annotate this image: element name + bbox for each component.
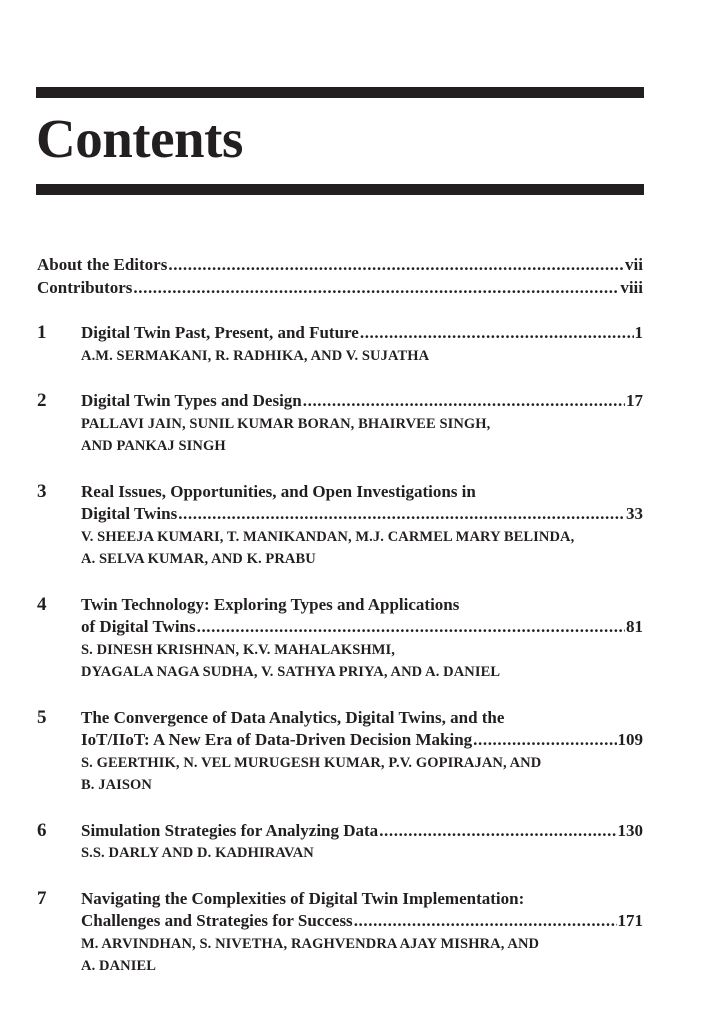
chapter-entry-7[interactable] xyxy=(37,888,643,978)
chapter-title: Real Issues, Opportunities, and Open Investigations in xyxy=(81,481,476,501)
page-number: vii xyxy=(625,255,643,274)
chapter-title-line xyxy=(81,503,643,526)
chapter-authors: A.M. SERMAKANI, R. RADHIKA, AND V. SUJATHA xyxy=(81,347,430,364)
page-number: viii xyxy=(620,277,643,297)
toc-entry-contributors[interactable] xyxy=(37,277,643,300)
chapter-entry-6[interactable] xyxy=(37,820,643,865)
dot-leader xyxy=(168,254,624,277)
page-number: 81 xyxy=(626,617,643,636)
page-number: 109 xyxy=(617,730,643,749)
chapter-title: Simulation Strategies for Analyzing Data xyxy=(81,820,379,840)
page-number: 130 xyxy=(617,820,643,840)
page-number: 17 xyxy=(626,391,643,410)
chapter-authors: S.S. DARLY AND D. KADHIRAVAN xyxy=(81,845,314,861)
chapter-number: 2 xyxy=(37,390,47,411)
chapter-authors: B. JAISON xyxy=(81,777,152,793)
top-rule xyxy=(36,87,644,98)
chapter-title-line xyxy=(81,322,643,345)
chapter-title-line xyxy=(81,729,643,752)
chapter-authors: A. SELVA KUMAR, AND K. PRABU xyxy=(81,551,316,567)
chapter-number: 7 xyxy=(37,887,47,909)
chapter-title: Challenges and Strategies for Success xyxy=(81,911,353,930)
chapter-authors: V. SHEEJA KUMARI, T. MANIKANDAN, M.J. CARMEL MARY BELINDA, xyxy=(81,528,575,545)
chapter-entry-2[interactable] xyxy=(37,390,643,458)
page-title: Contents xyxy=(36,108,243,169)
dot-leader xyxy=(303,390,625,413)
chapter-title: Navigating the Complexities of Digital Twin Implementation: xyxy=(81,888,525,908)
chapter-title: IoT/IIoT: A New Era of Data-Driven Decision Making xyxy=(81,730,473,749)
chapter-authors: S. DINESH KRISHNAN, K.V. MAHALAKSHMI, xyxy=(81,641,396,658)
dot-leader xyxy=(360,322,634,345)
chapter-title: Twin Technology: Exploring Types and Applications xyxy=(81,594,460,614)
chapter-authors: DYAGALA NAGA SUDHA, V. SATHYA PRIYA, AND A. DANIEL xyxy=(81,664,501,680)
chapter-title: Digital Twin Types and Design xyxy=(81,391,302,410)
chapter-title-line xyxy=(81,616,643,639)
chapter-title-line xyxy=(81,820,643,843)
chapter-authors: A. DANIEL xyxy=(81,958,157,974)
chapter-entry-1[interactable] xyxy=(37,322,643,367)
dot-leader xyxy=(354,910,617,933)
chapter-entry-5[interactable] xyxy=(37,707,643,797)
chapter-authors: M. ARVINDHAN, S. NIVETHA, RAGHVENDRA AJAY MISHRA, AND xyxy=(81,935,540,952)
chapter-authors: S. GEERTHIK, N. VEL MURUGESH KUMAR, P.V. GOPIRAJAN, AND xyxy=(81,754,542,771)
chapter-title: Digital Twins xyxy=(81,504,178,523)
table-of-contents xyxy=(37,254,643,1001)
entry-title: About the Editors xyxy=(37,255,168,274)
chapter-title: Digital Twin Past, Present, and Future xyxy=(81,323,359,342)
bottom-rule xyxy=(36,184,644,195)
chapter-entry-3[interactable] xyxy=(37,481,643,571)
chapter-number: 3 xyxy=(37,480,47,502)
dot-leader xyxy=(133,277,619,300)
chapter-number: 4 xyxy=(37,593,47,615)
chapter-entry-4[interactable] xyxy=(37,594,643,684)
entry-title: Contributors xyxy=(37,277,133,297)
dot-leader xyxy=(178,503,625,526)
chapter-title-line xyxy=(81,390,643,413)
chapter-title: The Convergence of Data Analytics, Digital Twins, and the xyxy=(81,707,505,727)
chapter-authors: PALLAVI JAIN, SUNIL KUMAR BORAN, BHAIRVEE SINGH, xyxy=(81,415,491,432)
chapter-number: 1 xyxy=(37,322,47,343)
toc-entry-about-editors[interactable] xyxy=(37,254,643,277)
page-number: 171 xyxy=(617,911,643,930)
dot-leader xyxy=(379,820,616,843)
chapter-authors: AND PANKAJ SINGH xyxy=(81,438,226,454)
chapter-title: of Digital Twins xyxy=(81,617,196,636)
page-number: 33 xyxy=(626,504,643,523)
dot-leader xyxy=(197,616,625,639)
dot-leader xyxy=(473,729,616,752)
chapter-number: 5 xyxy=(37,706,47,728)
page-number: 1 xyxy=(634,323,643,342)
chapter-number: 6 xyxy=(37,819,47,841)
front-matter xyxy=(37,254,643,299)
chapter-title-line xyxy=(81,910,643,933)
